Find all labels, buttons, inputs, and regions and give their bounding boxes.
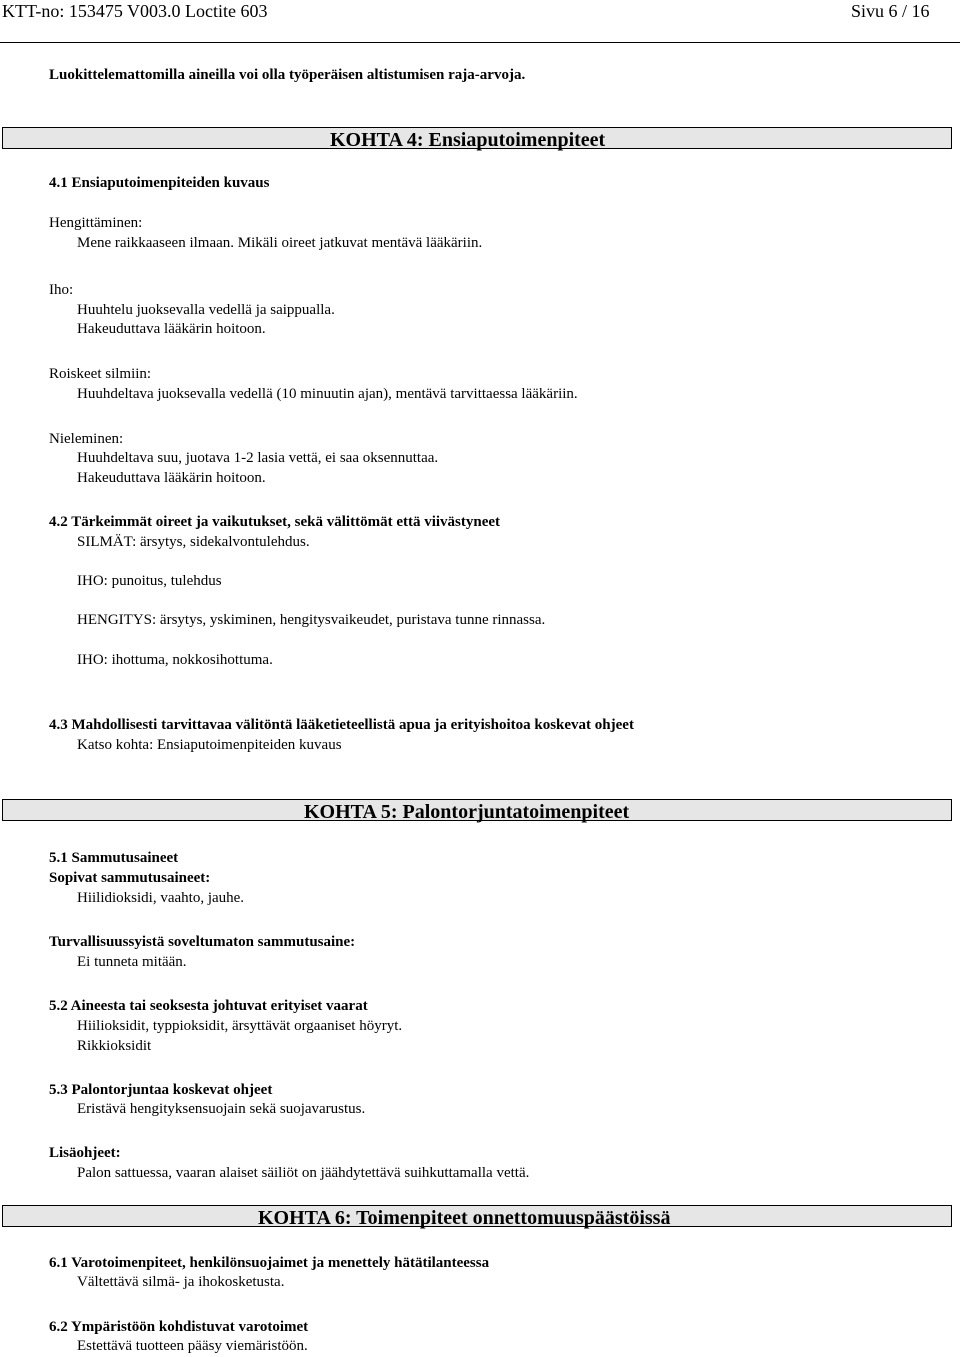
section-6-1-text: Vältettävä silmä- ja ihokosketusta. (77, 1274, 285, 1290)
special-hazards-text-2: Rikkioksidit (77, 1038, 152, 1054)
section-5-2-heading: 5.2 Aineesta tai seoksesta johtuvat erityiset vaarat (49, 998, 368, 1014)
section-4-3-heading: 4.3 Mahdollisesti tarvittavaa välitöntä lääketieteellistä apua ja erityishoitoa koskevat ohjeet (49, 717, 634, 733)
section-6-2-heading: 6.2 Ympäristöön kohdistuvat varotoimet (49, 1319, 309, 1335)
page-number: Sivu 6 / 16 (851, 1, 930, 21)
symptoms-eyes: SILMÄT: ärsytys, sidekalvontulehdus. (77, 534, 310, 550)
special-hazards-text-1: Hiilioksidit, typpioksidit, ärsyttävät orgaaniset höyryt. (77, 1018, 403, 1034)
document-id: KTT-no: 153475 V003.0 Loctite 603 (2, 1, 268, 21)
eyes-label: Roiskeet silmiin: (49, 366, 152, 382)
unsuitable-media-label: Turvallisuussyistä soveltumaton sammutusaine: (49, 934, 356, 950)
additional-info-label: Lisäohjeet: (49, 1145, 121, 1161)
suitable-media-label: Sopivat sammutusaineet: (49, 870, 211, 886)
eyes-text: Huuhdeltava juoksevalla vedellä (10 minuutin ajan), mentävä tarvittaessa lääkäriin. (77, 386, 578, 402)
section-6-2-text: Estettävä tuotteen pääsy viemäristöön. (77, 1338, 308, 1354)
skin-label: Iho: (49, 282, 74, 298)
additional-info-text: Palon sattuessa, vaaran alaiset säiliöt on jäähdytettävä suihkuttamalla vettä. (77, 1165, 530, 1181)
ingestion-label: Nieleminen: (49, 431, 124, 447)
unsuitable-media-text: Ei tunneta mitään. (77, 954, 187, 970)
section-5-1-heading: 5.1 Sammutusaineet (49, 850, 179, 866)
section-6-1-heading: 6.1 Varotoimenpiteet, henkilönsuojaimet ja menettely hätätilanteessa (49, 1255, 490, 1271)
section-4-3-text: Katso kohta: Ensiaputoimenpiteiden kuvaus (77, 737, 342, 753)
section-4-1-heading: 4.1 Ensiaputoimenpiteiden kuvaus (49, 175, 270, 191)
symptoms-breathing: HENGITYS: ärsytys, yskiminen, hengitysvaikeudet, puristava tunne rinnassa. (77, 612, 546, 628)
header-divider (0, 42, 960, 43)
skin-text-2: Hakeuduttava lääkärin hoitoon. (77, 321, 266, 337)
suitable-media-text: Hiilidioksidi, vaahto, jauhe. (77, 890, 245, 906)
inhalation-text: Mene raikkaaseen ilmaan. Mikäli oireet jatkuvat mentävä lääkäriin. (77, 235, 483, 251)
ingestion-text-2: Hakeuduttava lääkärin hoitoon. (77, 470, 266, 486)
section-6-title: KOHTA 6: Toimenpiteet onnettomuuspäästöissä (258, 1207, 671, 1229)
section-5-3-heading: 5.3 Palontorjuntaa koskevat ohjeet (49, 1082, 273, 1098)
firefighting-advice-text: Eristävä hengityksensuojain sekä suojavarustus. (77, 1101, 366, 1117)
symptoms-skin: IHO: punoitus, tulehdus (77, 573, 222, 589)
intro-note: Luokittelemattomilla aineilla voi olla työperäisen altistumisen raja-arvoja. (49, 67, 526, 83)
section-4-title: KOHTA 4: Ensiaputoimenpiteet (330, 129, 606, 151)
ingestion-text-1: Huuhdeltava suu, juotava 1-2 lasia vettä, ei saa oksennuttaa. (77, 450, 439, 466)
symptoms-skin-2: IHO: ihottuma, nokkosihottuma. (77, 652, 273, 668)
skin-text-1: Huuhtelu juoksevalla vedellä ja saippualla. (77, 302, 335, 318)
section-4-2-heading: 4.2 Tärkeimmät oireet ja vaikutukset, sekä välittömät että viivästyneet (49, 514, 501, 530)
inhalation-label: Hengittäminen: (49, 215, 143, 231)
section-5-title: KOHTA 5: Palontorjuntatoimenpiteet (304, 801, 630, 823)
